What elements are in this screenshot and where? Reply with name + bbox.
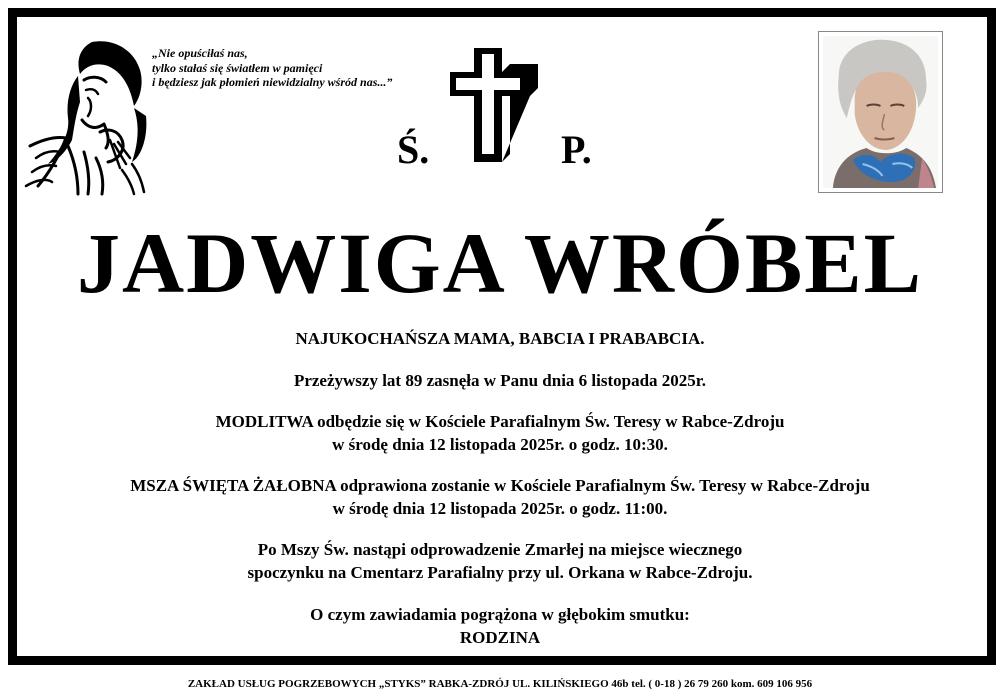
burial-line: Po Mszy Św. nastąpi odprowadzenie Zmarłej na miejsce wiecznego bbox=[257, 540, 743, 559]
relation-text: NAJUKOCHAŃSZA MAMA, BABCIA I PRABABCIA. bbox=[295, 329, 705, 348]
notice-line: O czym zawiadamia pogrążona w głębokim smutku: bbox=[310, 605, 690, 624]
burial-info bbox=[0, 538, 1000, 584]
portrait-photo bbox=[818, 31, 943, 193]
motto-line: i będziesz jak płomień niewidzialny wśród nas...” bbox=[152, 75, 393, 89]
motto-quote bbox=[152, 46, 392, 90]
cross-icon bbox=[446, 44, 550, 172]
notice-signature: RODZINA bbox=[459, 628, 541, 647]
sp-letter-left: Ś. bbox=[397, 127, 430, 172]
motto-line: tylko stałaś się światłem w pamięci bbox=[152, 60, 323, 75]
motto-line: „Nie opuściłaś nas, bbox=[152, 46, 248, 60]
relation-line bbox=[0, 327, 1000, 350]
deceased-name: JADWIGA WRÓBEL bbox=[77, 215, 923, 311]
death-info bbox=[0, 369, 1000, 392]
mass-line: MSZA ŚWIĘTA ŻAŁOBNA odprawiona zostanie w Kościele Parafialnym Św. Teresy w Rabce-Zdroju bbox=[130, 476, 870, 495]
burial-line: spoczynku na Cmentarz Parafialny przy ul. Orkana w Rabce-Zdroju. bbox=[247, 563, 753, 582]
praying-jesus-icon bbox=[22, 36, 150, 196]
notice-info bbox=[0, 603, 1000, 649]
mass-info bbox=[0, 474, 1000, 520]
death-info-text: Przeżywszy lat 89 zasnęła w Panu dnia 6 listopada 2025r. bbox=[293, 371, 707, 390]
mass-line: w środę dnia 12 listopada 2025r. o godz. 11:00. bbox=[332, 499, 668, 518]
prayer-line: w środę dnia 12 listopada 2025r. o godz. 10:30. bbox=[332, 435, 668, 454]
prayer-line: MODLITWA odbędzie się w Kościele Parafialnym Św. Teresy w Rabce-Zdroju bbox=[215, 412, 785, 431]
prayer-info bbox=[0, 410, 1000, 456]
sp-letter-right: P. bbox=[561, 127, 592, 172]
funeral-home-footer: ZAKŁAD USŁUG POGRZEBOWYCH „STYKS” RABKA-ZDRÓJ UL. KILIŃSKIEGO 46b tel. ( 0-18 ) 26 79 260 kom. 609 106 956 bbox=[187, 678, 813, 690]
